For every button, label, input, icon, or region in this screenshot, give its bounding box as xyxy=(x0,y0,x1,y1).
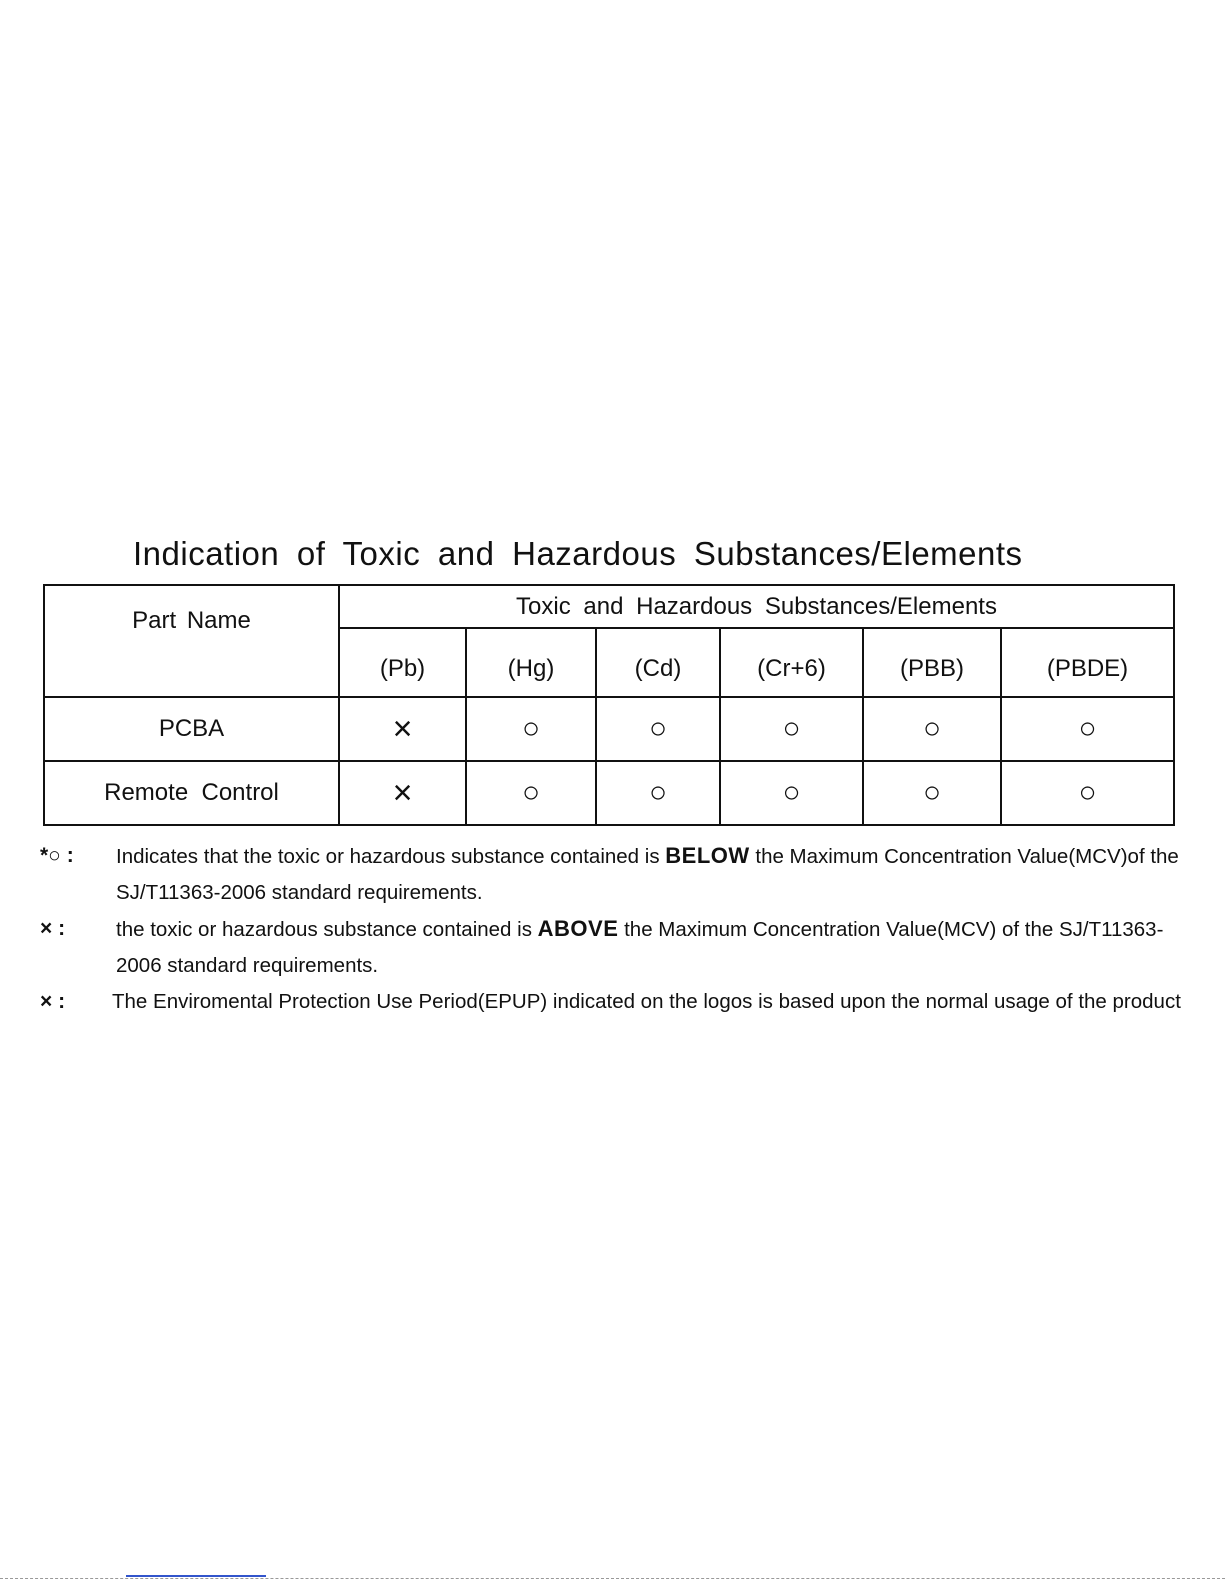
part-name-cell: Remote Control xyxy=(44,761,339,825)
mark-cell xyxy=(466,697,596,761)
circle-mark-icon: ○ xyxy=(922,776,942,809)
circle-mark-icon: ○ xyxy=(648,776,668,809)
note-text: the toxic or hazardous substance contained is ABOVE the Maximum Concentration Value(MCV) of the SJ/T11363-2006 standard requirements. xyxy=(116,916,1164,977)
mark-cell xyxy=(339,761,466,825)
mark-cell xyxy=(863,761,1001,825)
mark-cell xyxy=(596,697,720,761)
document-title: Indication of Toxic and Hazardous Substances/Elements xyxy=(133,535,1023,572)
note-above xyxy=(40,911,1190,984)
note-keyword: BELOW xyxy=(665,843,750,868)
page-divider xyxy=(0,1578,1225,1579)
mark-cell xyxy=(720,761,863,825)
cross-mark-icon: × xyxy=(392,709,413,748)
cross-mark-icon: × xyxy=(392,773,413,812)
circle-mark-icon: ○ xyxy=(521,776,541,809)
note-below xyxy=(40,838,1190,911)
circle-mark-icon: ○ xyxy=(1078,712,1097,745)
substances-group-header: Toxic and Hazardous Substances/Elements xyxy=(339,585,1174,628)
note-text: The Enviromental Protection Use Period(EPUP) indicated on the logos is based upon the normal usage of the product xyxy=(112,990,1181,1013)
table-row xyxy=(44,697,1174,761)
note-symbol: *○ : xyxy=(40,844,74,867)
note-text: Indicates that the toxic or hazardous substance contained is BELOW the Maximum Concentration Value(MCV)of the SJ/T11363-2006 standard requirements. xyxy=(116,843,1179,904)
note-keyword: ABOVE xyxy=(537,916,619,941)
part-name-header: Part Name xyxy=(44,585,339,697)
mark-cell xyxy=(596,761,720,825)
column-header-hg: (Hg) xyxy=(466,628,596,697)
part-name-cell: PCBA xyxy=(44,697,339,761)
table-row xyxy=(44,761,1174,825)
column-header-pbb: (PBB) xyxy=(863,628,1001,697)
circle-mark-icon: ○ xyxy=(922,712,942,745)
note-symbol: × : xyxy=(40,917,66,940)
circle-mark-icon: ○ xyxy=(782,776,801,809)
mark-cell xyxy=(466,761,596,825)
circle-mark-icon: ○ xyxy=(782,712,801,745)
mark-cell xyxy=(720,697,863,761)
column-header-cr6: (Cr+6) xyxy=(720,628,863,697)
mark-cell xyxy=(1001,697,1174,761)
table-header-row xyxy=(44,585,1174,628)
mark-cell xyxy=(1001,761,1174,825)
page-link-underline xyxy=(126,1575,266,1577)
mark-cell xyxy=(339,697,466,761)
column-header-cd: (Cd) xyxy=(596,628,720,697)
circle-mark-icon: ○ xyxy=(648,712,668,745)
mark-cell xyxy=(863,697,1001,761)
legend-notes xyxy=(40,838,1190,1020)
circle-mark-icon: ○ xyxy=(521,712,541,745)
circle-mark-icon: ○ xyxy=(1078,776,1097,809)
column-header-pb: (Pb) xyxy=(339,628,466,697)
note-epup xyxy=(40,984,1190,1020)
column-header-pbde: (PBDE) xyxy=(1001,628,1174,697)
substances-table xyxy=(43,584,1175,826)
note-symbol: × : xyxy=(40,990,66,1013)
